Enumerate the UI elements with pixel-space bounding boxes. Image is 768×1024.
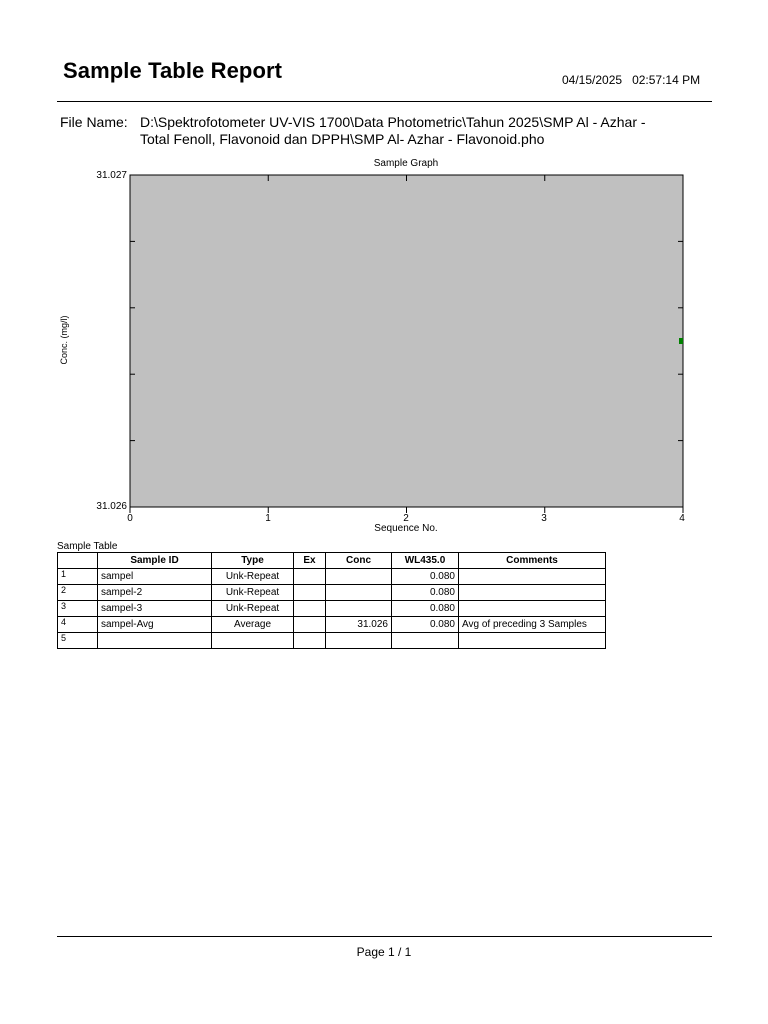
data-point: [679, 338, 683, 344]
conc-cell: 31.026: [326, 617, 392, 633]
conc-cell: [326, 633, 392, 649]
ex-cell: [294, 585, 326, 601]
table-caption: Sample Table: [57, 541, 118, 552]
ex-cell: [294, 569, 326, 585]
file-path-line: D:\Spektrofotometer UV-VIS 1700\Data Photometric\Tahun 2025\SMP Al - Azhar -: [140, 114, 646, 130]
x-tick-label: 2: [403, 513, 409, 524]
col-header-ex: Ex: [294, 553, 326, 569]
conc-cell: [326, 585, 392, 601]
table-header-row: [58, 553, 606, 569]
col-header-type: Type: [212, 553, 294, 569]
type-cell: Average: [212, 617, 294, 633]
plot-area: [130, 175, 683, 507]
table-row: [58, 601, 606, 617]
conc-cell: [326, 569, 392, 585]
type-cell: [212, 633, 294, 649]
file-path-line: Total Fenoll, Flavonoid dan DPPH\SMP Al- Azhar - Flavonoid.pho: [140, 131, 545, 147]
comments-cell: [459, 585, 606, 601]
page-number: Page 1 / 1: [356, 945, 412, 959]
wl-cell: 0.080: [392, 601, 459, 617]
x-tick-label: 1: [265, 513, 271, 524]
x-tick-label: 4: [679, 513, 685, 524]
type-cell: Unk-Repeat: [212, 569, 294, 585]
conc-cell: [326, 601, 392, 617]
table-row: [58, 633, 606, 649]
type-cell: Unk-Repeat: [212, 601, 294, 617]
col-header-comments: Comments: [459, 553, 606, 569]
table-row: [58, 617, 606, 633]
wl-cell: 0.080: [392, 617, 459, 633]
type-cell: Unk-Repeat: [212, 585, 294, 601]
graph-title: Sample Graph: [373, 158, 439, 169]
report-title: Sample Table Report: [63, 58, 283, 83]
sample-id-cell: sampel-Avg: [98, 617, 212, 633]
report-date: 04/15/2025: [562, 73, 623, 87]
data-points: [679, 338, 683, 344]
col-header-sample-id: Sample ID: [98, 553, 212, 569]
sample-id-cell: [98, 633, 212, 649]
row-number: 5: [58, 633, 98, 649]
x-axis-label: Sequence No.: [374, 523, 438, 534]
col-header-wl: WL435.0: [392, 553, 459, 569]
sample-id-cell: sampel-3: [98, 601, 212, 617]
row-number: 2: [58, 585, 98, 601]
comments-cell: Avg of preceding 3 Samples: [459, 617, 606, 633]
comments-cell: [459, 569, 606, 585]
comments-cell: [459, 633, 606, 649]
ex-cell: [294, 633, 326, 649]
table-row: [58, 569, 606, 585]
comments-cell: [459, 601, 606, 617]
table-row: [58, 585, 606, 601]
sample-id-cell: sampel-2: [98, 585, 212, 601]
y-tick-label: 31.026: [96, 501, 127, 512]
wl-cell: 0.080: [392, 569, 459, 585]
row-number: 1: [58, 569, 98, 585]
sample-table: [57, 552, 606, 649]
footer-divider: [57, 936, 712, 937]
sample-id-cell: sampel: [98, 569, 212, 585]
file-name-label: File Name:: [60, 114, 128, 130]
wl-cell: [392, 633, 459, 649]
x-tick-label: 3: [541, 513, 547, 524]
row-number: 4: [58, 617, 98, 633]
ex-cell: [294, 617, 326, 633]
wl-cell: 0.080: [392, 585, 459, 601]
ex-cell: [294, 601, 326, 617]
col-header-no: [58, 553, 98, 569]
y-axis-label: Conc. (mg/l): [59, 315, 69, 365]
row-number: 3: [58, 601, 98, 617]
y-tick-label: 31.027: [96, 170, 127, 181]
x-tick-label: 0: [127, 513, 133, 524]
col-header-conc: Conc: [326, 553, 392, 569]
report-time: 02:57:14 PM: [632, 73, 701, 87]
